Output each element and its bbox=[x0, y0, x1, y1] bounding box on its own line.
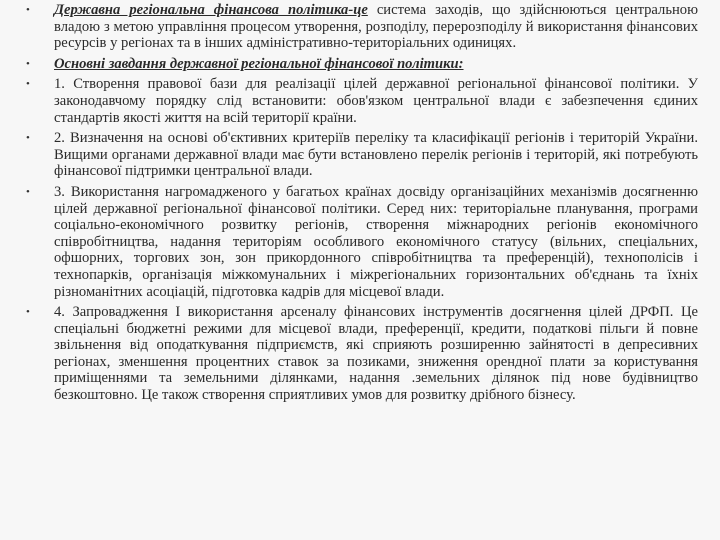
task-2-text: 2. Визначення на основі об'єктивних критеріїв переліку та класифікації регіонів і територій України. Вищими органами державної влади має бути встановлено перелік регіонів і територій, які потребують фінансової підтримки центральної влади. bbox=[54, 130, 698, 180]
bullet-item-tasks-heading bbox=[22, 56, 698, 73]
bullet-icon: • bbox=[26, 78, 30, 91]
bullet-item-task-2 bbox=[22, 130, 698, 180]
definition-term: Державна регіональна фінансова політика-це bbox=[54, 2, 368, 18]
task-1-text: 1. Створення правової бази для реалізації цілей державної регіональної фінансової політики. У законодавчому порядку слід встановити: обов'язком центральної влади є забезпечення єдиних стандартів якості життя на всій території країни. bbox=[54, 76, 698, 126]
bullet-item-task-4 bbox=[22, 304, 698, 404]
bullet-icon: • bbox=[26, 132, 30, 145]
definition-text: система заходів, що здійснюються центральною владою з метою управління процесом утворення, розподілу, перерозподілу й використання фінансових ресурсів у регіонах та в інших адміністративно-територіальних одиницях. bbox=[54, 2, 698, 52]
bullet-list bbox=[22, 2, 698, 404]
bullet-item-definition bbox=[22, 2, 698, 52]
bullet-icon: • bbox=[26, 4, 30, 16]
task-4-text: 4. Запровадження І використання арсеналу фінансових інструментів досягнення цілей ДРФП. Це спеціальні бюджетні режими для місцевої влади, преференції, кредити, податкові пільги й повне звільнення від оподаткування підприємств, які сприяють розширенню зайнятості в депресивних регіонах, зменшення процентних ставок за позиками, зниження орендної плати за користування приміщеннями та земельними ділянками, надання .земельних ділянок під нове будівництво безкоштовно. Це також створення сприятливих умов для розвитку дрібного бізнесу. bbox=[54, 304, 698, 404]
bullet-item-task-1 bbox=[22, 76, 698, 126]
tasks-heading: Основні завдання державної регіональної фінансової політики: bbox=[54, 55, 464, 72]
task-3-text: 3. Використання нагромадженого у багатьох країнах досвіду організаційних механізмів досягненню цілей державної регіональної фінансової політики. Серед них: територіальне планування, програми соціально-економічного розвитку регіонів, створення міжнародних регіонів економічного співробітництва, надання територіям особливого економічного статусу (вільних, спеціальних, офшорних, торгових зон, зон прикордонного співробітництва та преференцій), технополісів і технопарків, організація міжкомунальних і міжрегіональних горизонтальних об'єднань та їхніх різноманітних асоціацій, підготовка кадрів для місцевої влади. bbox=[54, 183, 698, 300]
bullet-item-task-3 bbox=[22, 184, 698, 300]
bullet-icon: • bbox=[26, 57, 30, 70]
bullet-icon: • bbox=[26, 185, 30, 198]
bullet-icon: • bbox=[26, 306, 30, 319]
